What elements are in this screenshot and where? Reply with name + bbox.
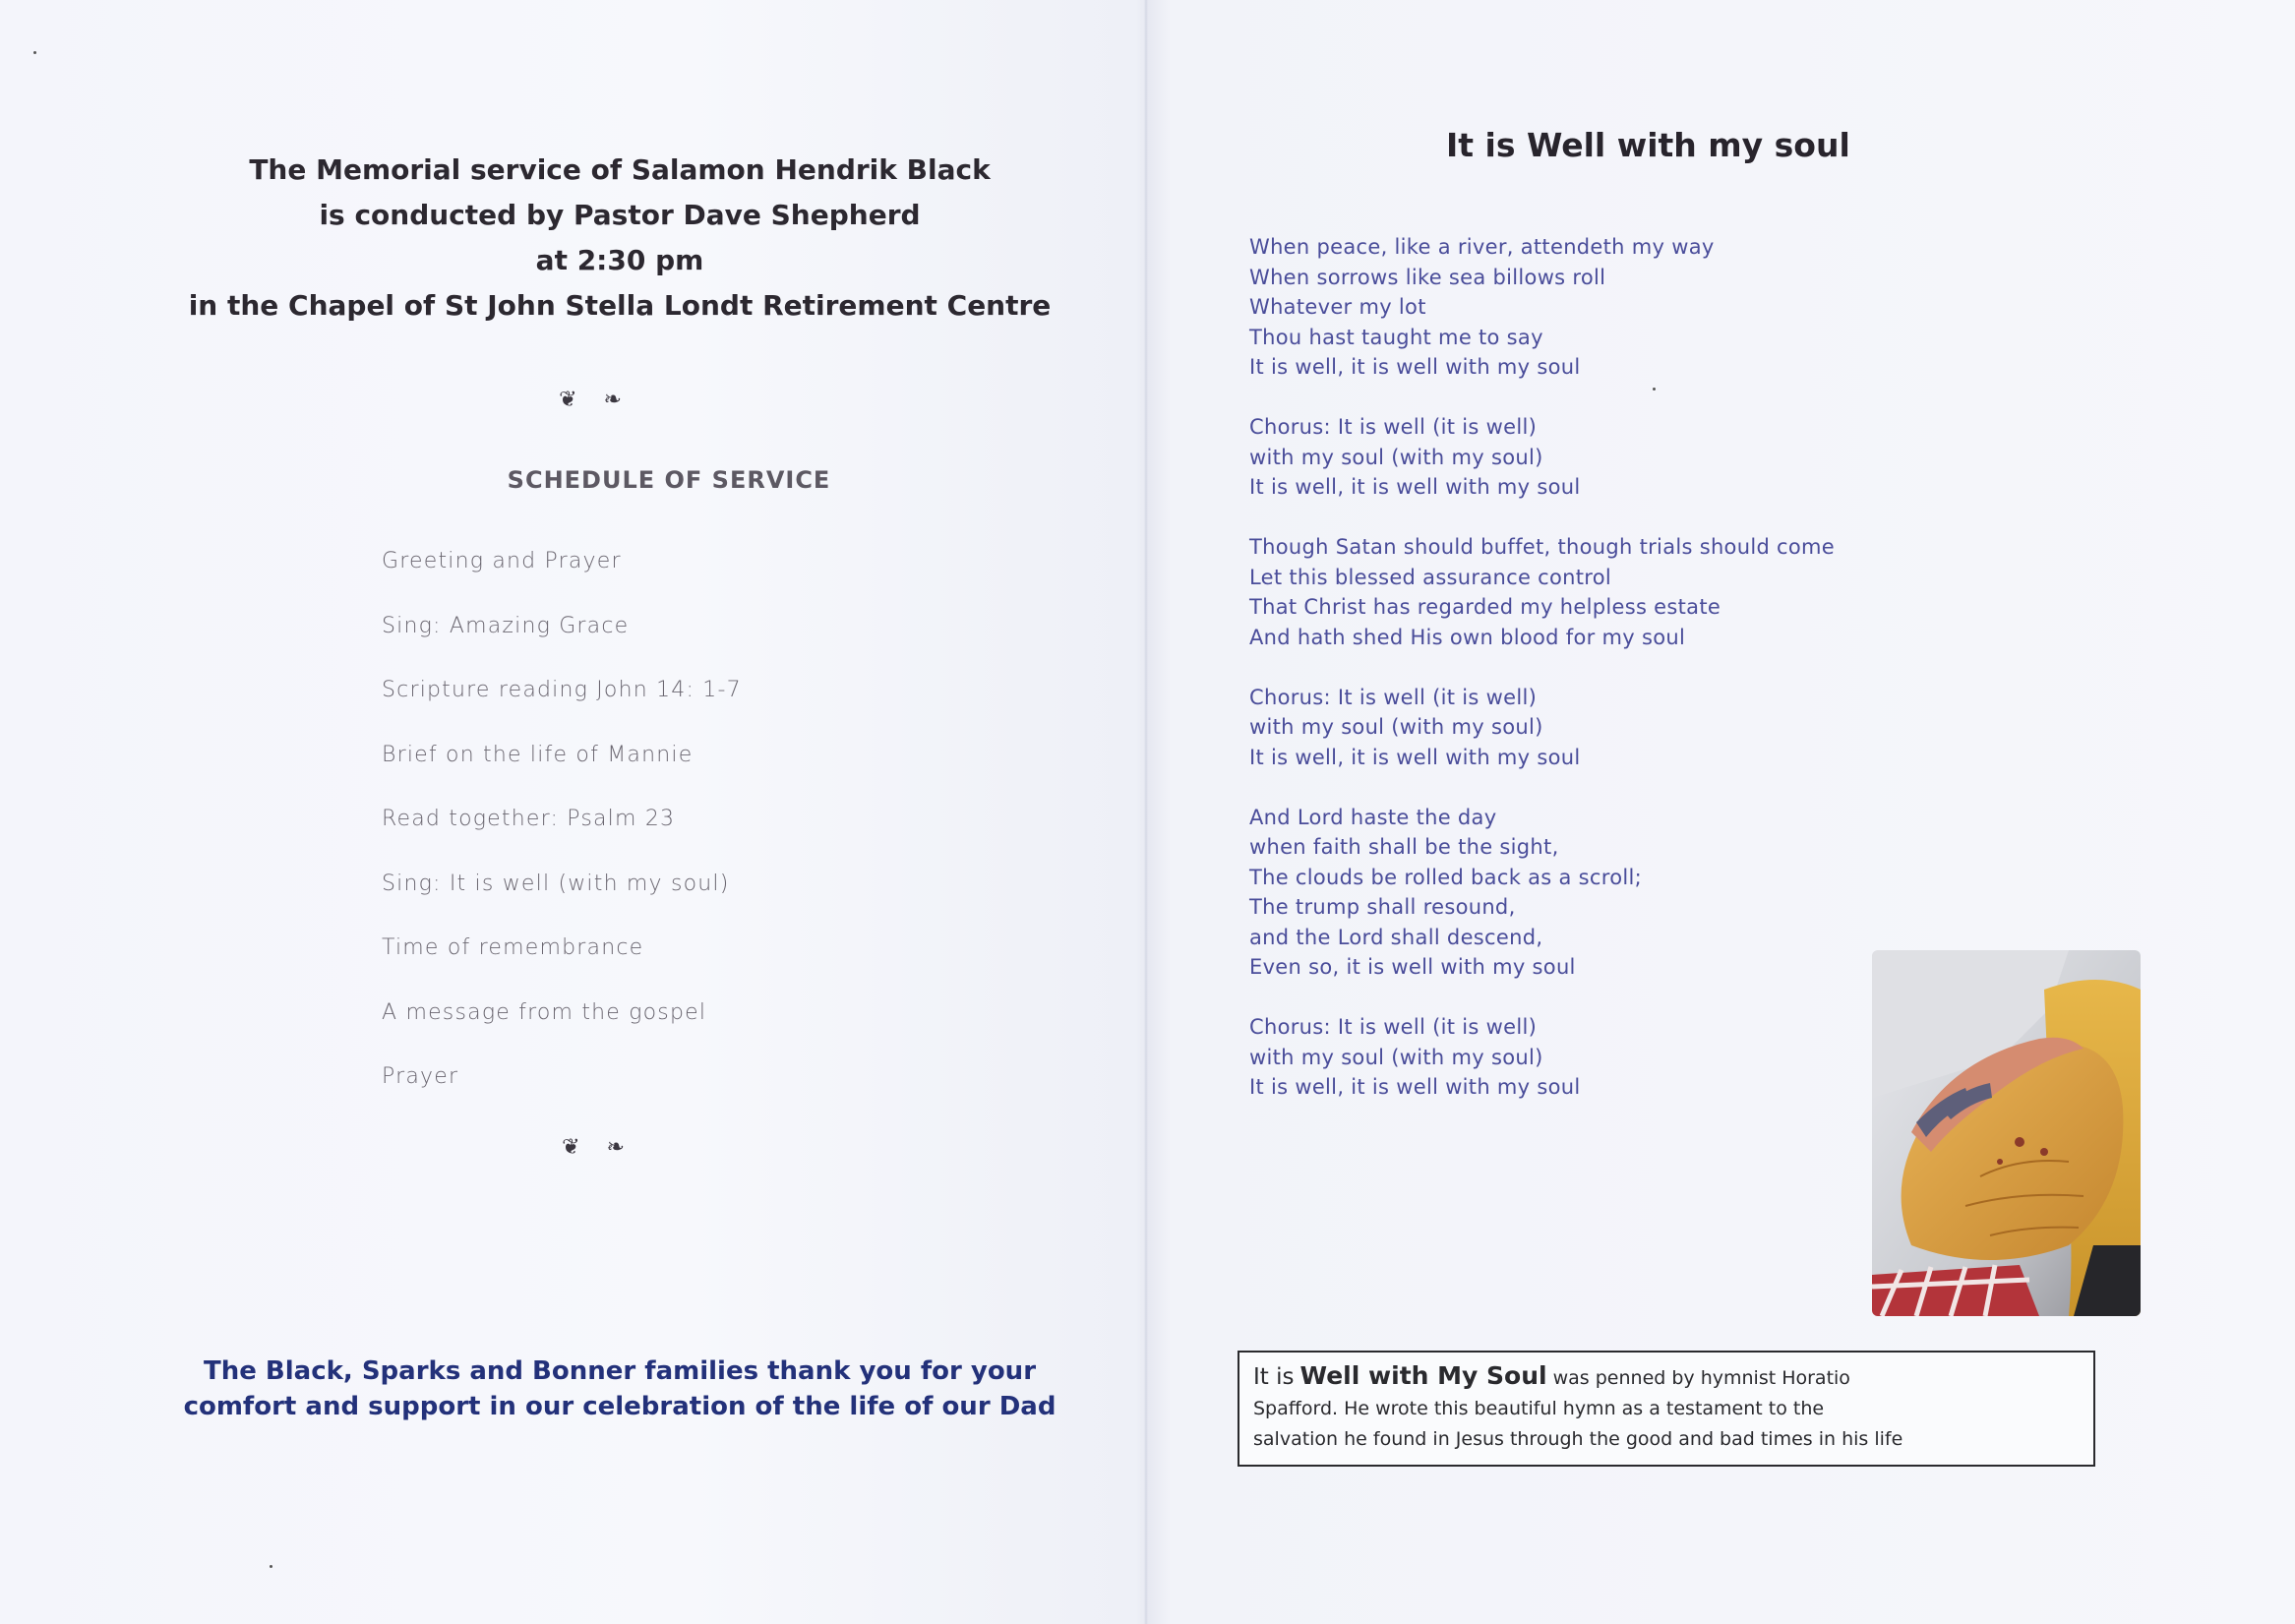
lyric-line: It is well, it is well with my soul — [1249, 1075, 1581, 1099]
info-lead: It is — [1253, 1364, 1295, 1390]
schedule-item: Prayer — [382, 1064, 459, 1089]
schedule-list — [382, 549, 742, 1129]
info-line-1-rest: was penned by hymnist Horatio — [1546, 1367, 1850, 1389]
left-page — [0, 0, 1144, 1624]
lyric-line: Even so, it is well with my soul — [1249, 955, 1576, 979]
lyric-line: And hath shed His own blood for my soul — [1249, 625, 1686, 649]
schedule-item: Time of remembrance — [382, 935, 644, 960]
family-thanks — [79, 1353, 1161, 1424]
ornament-bottom: ❦ ❧ — [562, 1135, 634, 1160]
paper-speck — [1653, 388, 1656, 391]
schedule-item: Brief on the life of Mannie — [382, 742, 694, 767]
lyric-line: It is well, it is well with my soul — [1249, 745, 1581, 769]
info-line-3: salvation he found in Jesus through the good and bad times in his life — [1253, 1428, 1903, 1450]
hymn-info-box — [1238, 1351, 2095, 1467]
thanks-line-2: comfort and support in our celebration of the life of our Dad — [183, 1392, 1057, 1421]
chorus — [1249, 1012, 1835, 1103]
lyric-line: When sorrows like sea billows roll — [1249, 265, 1606, 289]
lyric-line: Let this blessed assurance control — [1249, 565, 1612, 589]
schedule-item: Read together: Psalm 23 — [382, 807, 676, 831]
info-line-2: Spafford. He wrote this beautiful hymn as a testament to the — [1253, 1398, 1825, 1419]
schedule-item: Scripture reading John 14: 1-7 — [382, 678, 742, 702]
lyric-line: It is well, it is well with my soul — [1249, 475, 1581, 499]
paper-speck — [270, 1565, 272, 1568]
ornament-top: ❦ ❧ — [559, 388, 632, 412]
lyric-line: Chorus: It is well (it is well) — [1249, 685, 1538, 709]
schedule-item: Sing: It is well (with my soul) — [382, 871, 730, 896]
lyric-line: The trump shall resound, — [1249, 895, 1516, 919]
lyric-line: and the Lord shall descend, — [1249, 925, 1543, 949]
lyric-line: And Lord haste the day — [1249, 805, 1497, 829]
lyric-line: Chorus: It is well (it is well) — [1249, 1015, 1538, 1039]
schedule-item: Greeting and Prayer — [382, 549, 622, 573]
lyric-line: with my soul (with my soul) — [1249, 715, 1543, 739]
thanks-line-1: The Black, Sparks and Bonner families thank you for your — [203, 1356, 1037, 1386]
lyric-line: with my soul (with my soul) — [1249, 445, 1543, 469]
service-header — [79, 148, 1161, 329]
chorus — [1249, 683, 1835, 773]
lyric-line: It is well, it is well with my soul — [1249, 355, 1581, 379]
lyric-line: Thou hast taught me to say — [1249, 325, 1543, 349]
lyric-line: with my soul (with my soul) — [1249, 1045, 1543, 1069]
header-line-4: in the Chapel of St John Stella Londt Retirement Centre — [188, 289, 1052, 322]
lyric-line: The clouds be rolled back as a scroll; — [1249, 865, 1643, 889]
lyric-line: Though Satan should buffet, though trials should come — [1249, 535, 1836, 559]
lyric-line: When peace, like a river, attendeth my way — [1249, 235, 1715, 259]
chorus — [1249, 412, 1835, 503]
stanza — [1249, 232, 1835, 383]
lyric-line: That Christ has regarded my helpless estate — [1249, 595, 1721, 619]
hymn-lyrics — [1249, 232, 1835, 1132]
header-line-1: The Memorial service of Salamon Hendrik Black — [249, 153, 991, 186]
info-hymn-name: Well with My Soul — [1299, 1361, 1547, 1390]
paper-speck — [33, 51, 36, 54]
schedule-item: Sing: Amazing Grace — [382, 613, 630, 638]
stanza — [1249, 532, 1835, 652]
schedule-item: A message from the gospel — [382, 999, 707, 1025]
header-line-3: at 2:30 pm — [535, 244, 704, 276]
hymn-title: It is Well with my soul — [1446, 126, 1850, 164]
schedule-title: SCHEDULE OF SERVICE — [507, 466, 831, 494]
lyric-line: Chorus: It is well (it is well) — [1249, 415, 1538, 439]
header-line-2: is conducted by Pastor Dave Shepherd — [319, 199, 921, 231]
holding-hands-photo — [1872, 950, 2141, 1316]
lyric-line: Whatever my lot — [1249, 295, 1426, 319]
lyric-line: when faith shall be the sight, — [1249, 835, 1559, 859]
stanza — [1249, 803, 1835, 983]
